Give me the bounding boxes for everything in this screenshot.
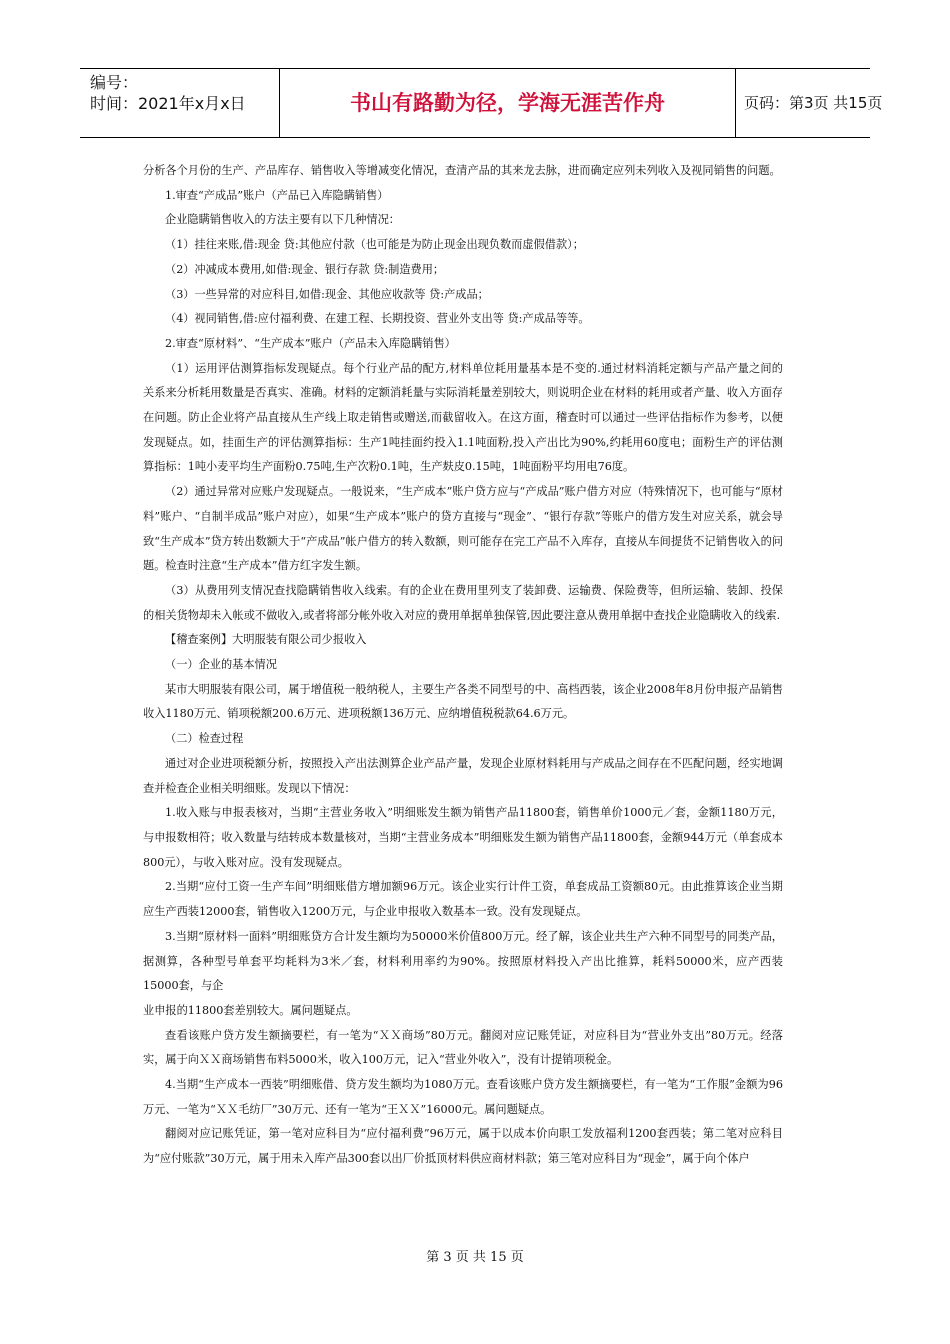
- time-label: 时间：2021年x月x日: [90, 94, 246, 113]
- paragraph: （4）视同销售,借:应付福利费、在建工程、长期投资、营业外支出等 贷:产成品等等。: [165, 312, 590, 326]
- number-label: 编号：: [90, 73, 139, 92]
- paragraph: 企业隐瞒销售收入的方法主要有以下几种情况：: [165, 213, 400, 227]
- paragraph: 查看该账户贷方发生额摘要栏，有一笔为“ＸＸ商场”80万元。翻阅对应记账凭证，对应科目为“营业外支出”80万元。经落实，属于向ＸＸ商场销售布料5000米，收入100万元，记入“营业外收入”，没有计提销项税金。: [143, 1028, 783, 1067]
- paragraph: （3）一些异常的对应科目,如借:现金、其他应收款等 贷:产成品；: [165, 287, 489, 301]
- paragraph: 2.审查“原材料”、“生产成本”账户（产品未入库隐瞒销售）: [165, 336, 456, 350]
- paragraph: （1）运用评估测算指标发现疑点。每个行业产品的配方,材料单位耗用量基本是不变的.通过材料消耗定额与产品产量之间的关系来分析耗用数量是否真实、准确。材料的定额消耗量与实际消耗量差别较大，则说明企业在材料的耗用或者产量、收入方面存在问题。防止企业将产品直接从生产线上取走销售或赠送,而截留收入。在这方面，稽查时可以通过一些评估指标作为参考，以便发现疑点。如，挂面生产的评估测算指标：生产1吨挂面约投入1.1吨面粉,投入产出比为90%,约耗用60度电；面粉生产的评估测算指标：1吨小麦平均生产面粉0.75吨,生产次粉0.1吨，生产麸皮0.15吨，1吨面粉平均用电76度。: [143, 361, 783, 474]
- paragraph: （1）挂往来账,借:现金 贷:其他应付款（也可能是为防止现金出现负数而虚假借款）；: [165, 238, 584, 252]
- paragraph: （一）企业的基本情况: [165, 658, 277, 672]
- header-motto: 书山有路勤为径，学海无涯苦作舟: [280, 69, 736, 137]
- paragraph: 2.当期“应付工资一生产车间”明细账借方增加额96万元。该企业实行计件工资，单套成品工资额80元。由此推算该企业当期应生产西装12000套，销售收入1200万元，与企业申报收入数基本一致。没有发现疑点。: [143, 880, 783, 919]
- page-header: [80, 68, 883, 138]
- paragraph: 【稽查案例】大明服装有限公司少报收入: [165, 633, 367, 647]
- paragraph: （3）从费用列支情况查找隐瞒销售收入线索。有的企业在费用里列支了装卸费、运输费、保险费等，但所运输、装卸、投保的相关货物却未入帐或不做收入,或者将部分帐外收入对应的费用单据单独保管,因此要注意从费用单据中查找企业隐瞒收入的线索.: [143, 583, 783, 622]
- paragraph: 通过对企业进项税额分析，按照投入产出法测算企业产品产量，发现企业原材料耗用与产成品之间存在不匹配问题，经实地调查并检查企业相关明细账。发现以下情况：: [143, 756, 783, 795]
- paragraph: （二）检查过程: [165, 732, 244, 746]
- paragraph: 3.当期“原材料一面料”明细账贷方合计发生额均为50000米价值800万元。经了解，该企业共生产六种不同型号的同类产品，据测算，各种型号单套平均耗料为3米／套，材料利用率约为90%。按照原材料投入产出比推算，耗料50000米，应产西装15000套，与企: [143, 929, 783, 993]
- paragraph: 4.当期“生产成本一西装”明细账借、贷方发生额均为1080万元。查看该账户贷方发生额摘要栏，有一笔为“工作服”金额为96万元、一笔为“ＸＸ毛纺厂”30万元、还有一笔为“王ＸＸ”16000元。属问题疑点。: [143, 1078, 783, 1116]
- paragraph: 1.审查“产成品”账户（产品已入库隐瞒销售）: [165, 188, 389, 202]
- document-body: [143, 159, 783, 1172]
- paragraph: 1.收入账与申报表核对，当期“主营业务收入”明细账发生额为销售产品11800套，销售单价1000元／套，金额1180万元，与申报数相符；收入数量与结转成本数量核对，当期“主营业务成本”明细账发生额为销售产品11800套，金额944万元（单套成本800元），与收入账对应。没有发现疑点。: [143, 806, 783, 869]
- paragraph: 业申报的11800套差别较大。属问题疑点。: [143, 1003, 358, 1017]
- paragraph: 某市大明服装有限公司，属于增值税一般纳税人，主要生产各类不同型号的中、高档西装，该企业2008年8月份申报产品销售收入1180万元、销项税额200.6万元、进项税额136万元、应纳增值税税款64.6万元。: [143, 682, 783, 721]
- paragraph: 翻阅对应记账凭证，第一笔对应科目为“应付福利费”96万元，属于以成本价向职工发放福利1200套西装；第二笔对应科目为“应付账款”30万元，属于用未入库产品300套以出厂价抵顶材料供应商材料款；第三笔对应科目为“现金”，属于向个体户: [143, 1127, 783, 1166]
- paragraph: （2）冲减成本费用,如借:现金、银行存款 贷:制造费用；: [165, 262, 445, 276]
- page-footer: 第 3 页 共 15 页: [426, 1250, 524, 1265]
- header-meta-cell: [80, 69, 280, 137]
- paragraph: （2）通过异常对应账户发现疑点。一般说来，“生产成本”账户贷方应与“产成品”账户借方对应（特殊情况下，也可能与“原材料”账户、“自制半成品”账户对应），如果“生产成本”账户的贷方直接与“现金”、“银行存款”等账户的借方发生对应关系，就会导致“生产成本”贷方转出数额大于“产成品”帐户借方的转入数额，则可能存在完工产品不入库存，直接从车间提货不记销售收入的问题。检查时注意“生产成本”借方红字发生额。: [143, 485, 783, 573]
- header-page-info: 页码：第3页 共15页: [744, 94, 883, 112]
- paragraph: 分析各个月份的生产、产品库存、销售收入等增减变化情况，查清产品的其来龙去脉，进而确定应列未列收入及视同销售的问题。: [143, 164, 781, 177]
